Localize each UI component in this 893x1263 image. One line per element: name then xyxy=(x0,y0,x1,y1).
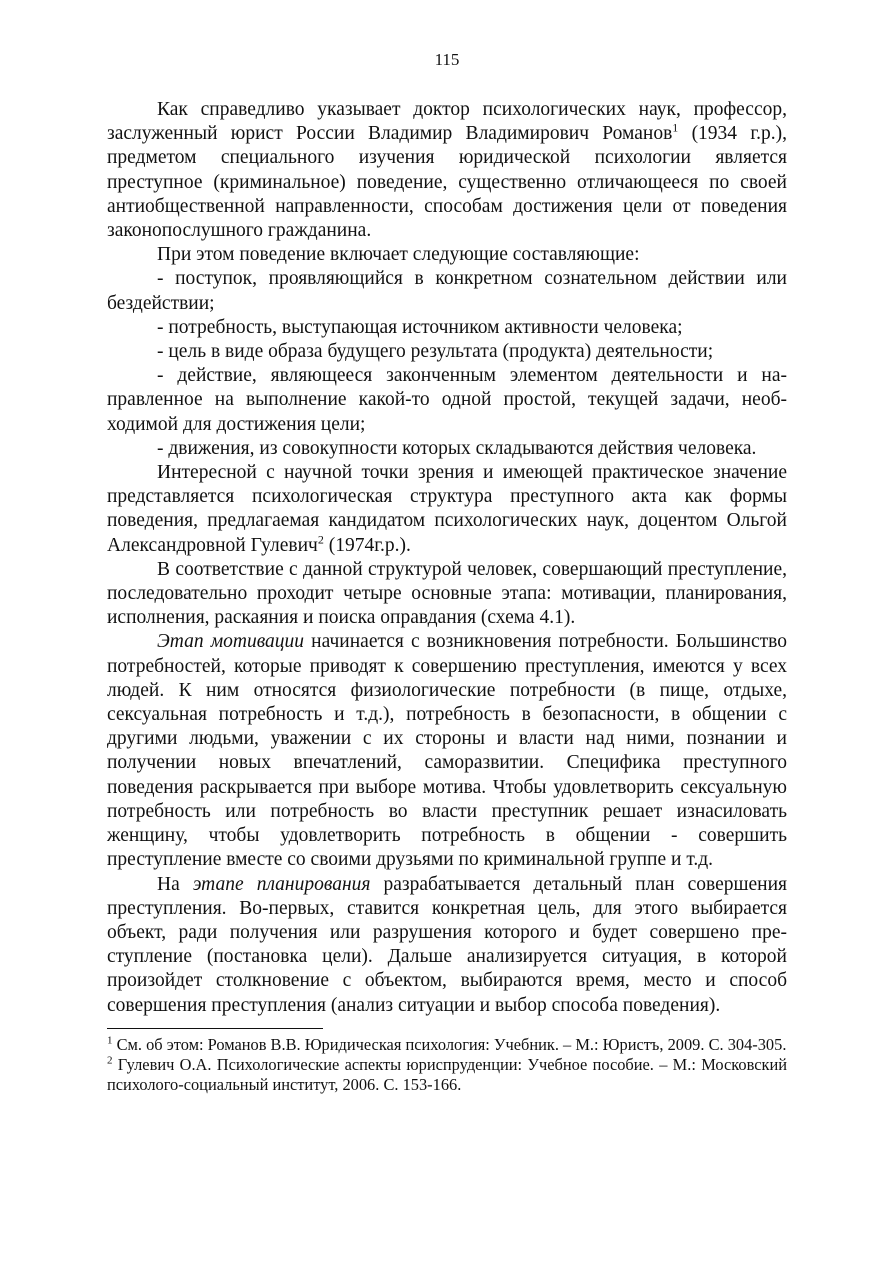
footnote-1-mark: 1 xyxy=(107,1034,113,1047)
paragraph-planning-stage-pre: На xyxy=(157,873,193,895)
term-motivation-stage: Этап мотивации xyxy=(157,631,305,653)
list-item-action: - действие, являющееся законченным элементом деятельности и направленное на выполнение какой-то одной простой, текущей задачи, необходимой для достижения цели; xyxy=(107,365,787,435)
footnote-divider xyxy=(107,1028,323,1029)
footnote-ref-1[interactable]: 1 xyxy=(672,120,679,135)
footnote-2-text: Гулевич О.А. Психологические аспекты юриспруденции: Учебное пособие. – М.: Московский психолого-социальный институт, 2006. С. 153-166. xyxy=(107,1054,787,1094)
paragraph-components-intro: При этом поведение включает следующие составляющие: xyxy=(157,244,640,266)
paragraph-stages: В соответствие с данной структурой человек, совершающий преступление, последовательно проходит четыре основные этапа: мотивации, планирования, исполнения, раскаяния и поиска оправдания (схема 4.1). xyxy=(107,558,787,629)
paragraph-romanov-part-b: (1934 г.р.), предметом специального изучения юридической психологии является преступное (криминальное) поведение, существенно отличающееся по своей антиобщественной направленности, способам достижения цели от поведения законопослушного гражданина. xyxy=(107,123,787,242)
paragraph-planning-stage xyxy=(107,873,787,1018)
paragraph-romanov-part-a: Как справедливо указывает доктор психологических наук, профессор, заслуженный юрист России Владимир Владимирович Романов xyxy=(107,99,787,145)
footnote-1 xyxy=(107,1035,787,1055)
footnote-1-text: См. об этом: Романов В.В. Юридическая психология: Учебник. – М.: Юристъ, 2009. С. 304-305. xyxy=(112,1034,787,1054)
footnotes xyxy=(107,1035,787,1095)
footnote-ref-2[interactable]: 2 xyxy=(317,532,324,547)
list-item-act: - поступок, проявляющийся в конкретном сознательном действии или бездействии; xyxy=(107,268,787,314)
main-text xyxy=(107,98,787,1018)
list-item-movements: - движения, из совокупности которых складываются действия человека. xyxy=(157,437,757,459)
paragraph-gulevich-part-b: (1974г.р.). xyxy=(323,534,411,556)
list-item-need: - потребность, выступающая источником активности человека; xyxy=(157,316,683,338)
document-page xyxy=(107,50,787,1095)
footnote-2-mark: 2 xyxy=(107,1054,113,1067)
paragraph-gulevich-part-a: Интересной с научной точки зрения и имеющей практическое значение представляется психологическая структура преступного акта как формы поведения, предлагаемая кандидатом психологических наук, доцентом Ольгой Александровной Гулевич xyxy=(107,462,787,556)
term-planning-stage: этапе планирования xyxy=(192,873,371,895)
paragraph-motivation-stage xyxy=(107,630,787,872)
footnote-2 xyxy=(107,1055,787,1095)
paragraph-gulevich xyxy=(107,461,787,558)
paragraph-motivation-stage-text: начинается с возникновения потребности. Большинство потребностей, которые приводят к совершению преступления, имеются у всех людей. К ним относятся физиологические потребности (в пище, отдыхе, сексуальная потребность и т.д.), потребность в безопасности, в общении с другими людьми, уважении с их стороны и власти над ними, познании и получении новых впечатлений, саморазвитии. Специфика преступного поведения раскрывается при выборе мотива. Чтобы удовлетворить сексуальную потребность или потребность во власти преступник решает изнасиловать женщину, чтобы удовлетворить потребность в общении - совершить преступление вместе со своими друзьями по криминальной группе и т.д. xyxy=(107,631,787,871)
page-number: 115 xyxy=(434,50,460,69)
paragraph-romanov xyxy=(107,98,787,243)
list-item-goal: - цель в виде образа будущего результата (продукта) деятельности; xyxy=(157,341,714,363)
paragraph-planning-stage-text: разрабатывается детальный план совершения преступления. Во-первых, ставится конкретная цель, для этого выбирается объект, ради получения или разрушения которого и будет совершено преступление (постановка цели). Дальше анализируется ситуация, в которой произойдет столкновение с объектом, выбираются время, место и способ совершения преступления (анализ ситуации и выбор способа поведения). xyxy=(107,873,787,1016)
